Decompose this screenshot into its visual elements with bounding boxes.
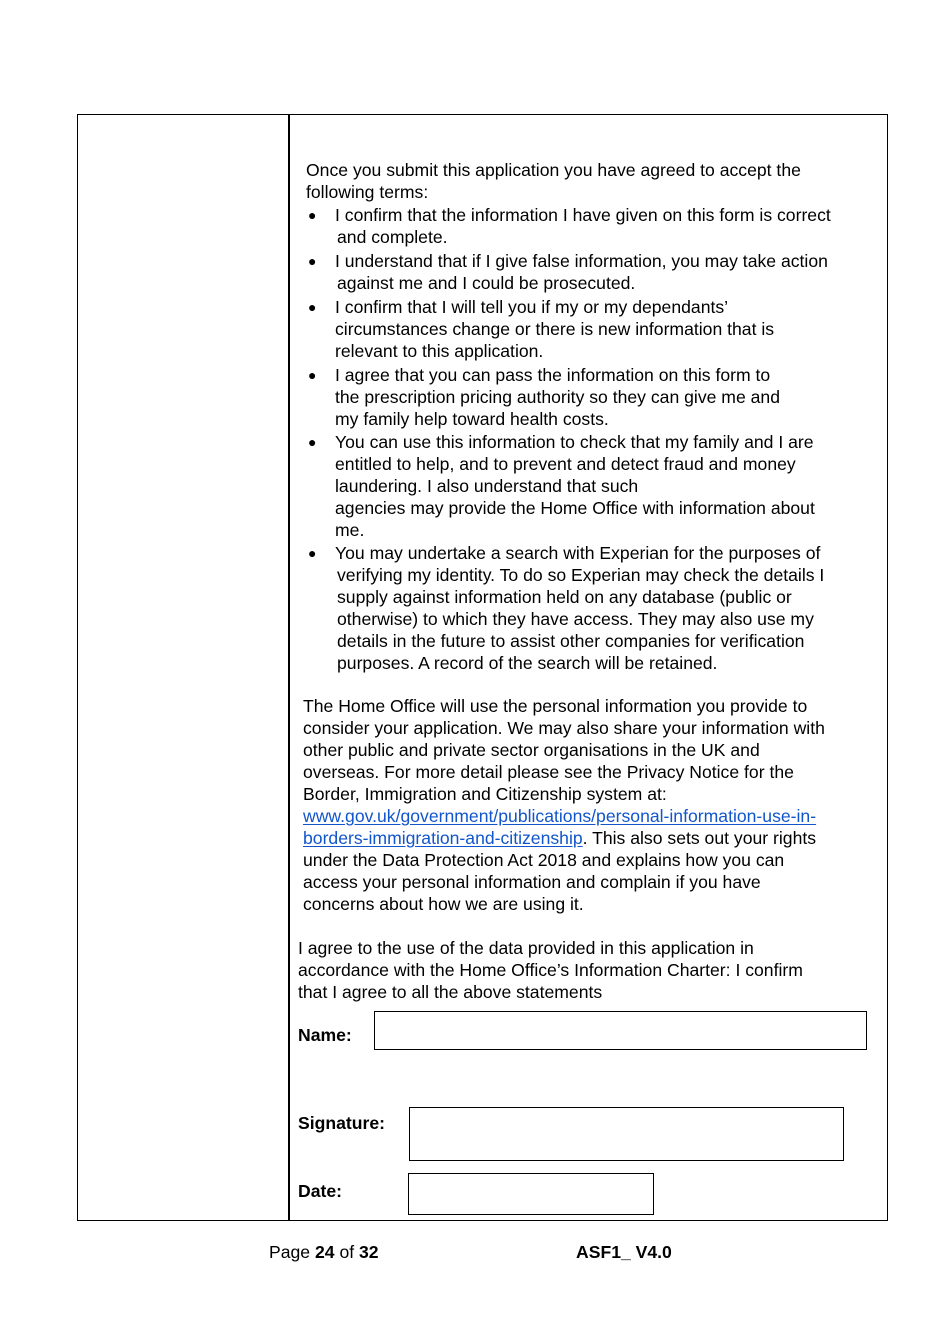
name-label: Name:	[298, 1025, 352, 1045]
agreement-line: I agree to the use of the data provided in this application in	[298, 938, 754, 958]
intro-line: Once you submit this application you have agreed to accept the	[306, 160, 801, 180]
term-line: I confirm that I will tell you if my or my dependants’	[335, 297, 729, 317]
privacy-line: Border, Immigration and Citizenship system at:	[303, 784, 667, 804]
term-line: supply against information held on any database (public or	[337, 587, 792, 607]
term-line: You can use this information to check that my family and I are	[335, 432, 814, 452]
term-line: me.	[335, 520, 365, 540]
term-line: I understand that if I give false information, you may take action	[335, 251, 828, 271]
privacy-line: other public and private sector organisations in the UK and	[303, 740, 760, 760]
term-line: my family help toward health costs.	[335, 409, 609, 429]
privacy-line: The Home Office will use the personal information you provide to	[303, 696, 808, 716]
page-prefix: Page	[269, 1242, 315, 1262]
privacy-line: under the Data Protection Act 2018 and explains how you can	[303, 850, 785, 870]
bullet-icon: ●	[308, 434, 317, 450]
term-line: I confirm that the information I have given on this form is correct	[335, 205, 831, 225]
privacy-line: access your personal information and complain if you have	[303, 872, 761, 892]
term-line: the prescription pricing authority so they can give me and	[335, 387, 780, 407]
page-number	[269, 1241, 379, 1263]
term-line: I agree that you can pass the information on this form to	[335, 365, 771, 385]
bullet-icon: ●	[308, 253, 317, 269]
term-line: entitled to help, and to prevent and detect fraud and money	[335, 454, 796, 474]
term-line: otherwise) to which they have access. They may also use my	[337, 609, 814, 629]
table-column-divider	[288, 114, 290, 1221]
privacy-notice-link[interactable]: borders-immigration-and-citizenship	[303, 828, 583, 848]
term-line: purposes. A record of the search will be retained.	[337, 653, 718, 673]
bullet-icon: ●	[308, 367, 317, 383]
signature-field[interactable]	[409, 1107, 844, 1161]
term-line: circumstances change or there is new information that is	[335, 319, 775, 339]
signature-label: Signature:	[298, 1113, 385, 1133]
privacy-line: overseas. For more detail please see the Privacy Notice for the	[303, 762, 794, 782]
term-line: laundering. I also understand that such	[335, 476, 639, 496]
bullet-icon: ●	[308, 545, 317, 561]
privacy-notice-link-line	[303, 827, 816, 849]
date-label: Date:	[298, 1181, 342, 1201]
term-line: details in the future to assist other companies for verification	[337, 631, 805, 651]
page-separator: of	[334, 1242, 360, 1262]
term-line: You may undertake a search with Experian for the purposes of	[335, 543, 821, 563]
bullet-icon: ●	[308, 207, 317, 223]
intro-line: following terms:	[306, 182, 429, 202]
privacy-line: consider your application. We may also share your information with	[303, 718, 825, 738]
page-current: 24	[314, 1242, 335, 1262]
page-total: 32	[359, 1242, 379, 1262]
document-code: ASF1_ V4.0	[576, 1242, 672, 1262]
term-line: relevant to this application.	[335, 341, 544, 361]
bullet-icon: ●	[308, 299, 317, 315]
term-line: against me and I could be prosecuted.	[337, 273, 636, 293]
privacy-notice-link-line	[303, 805, 816, 827]
term-line: agencies may provide the Home Office with information about	[335, 498, 815, 518]
privacy-notice-link[interactable]: www.gov.uk/government/publications/personal-information-use-in-	[303, 806, 817, 826]
privacy-line: concerns about how we are using it.	[303, 894, 584, 914]
term-line: verifying my identity. To do so Experian may check the details I	[337, 565, 825, 585]
term-line: and complete.	[337, 227, 448, 247]
agreement-line: accordance with the Home Office’s Information Charter: I confirm	[298, 960, 803, 980]
agreement-line: that I agree to all the above statements	[298, 982, 603, 1002]
date-field[interactable]	[408, 1173, 654, 1215]
name-field[interactable]	[374, 1011, 867, 1050]
privacy-text: . This also sets out your rights	[582, 828, 817, 848]
